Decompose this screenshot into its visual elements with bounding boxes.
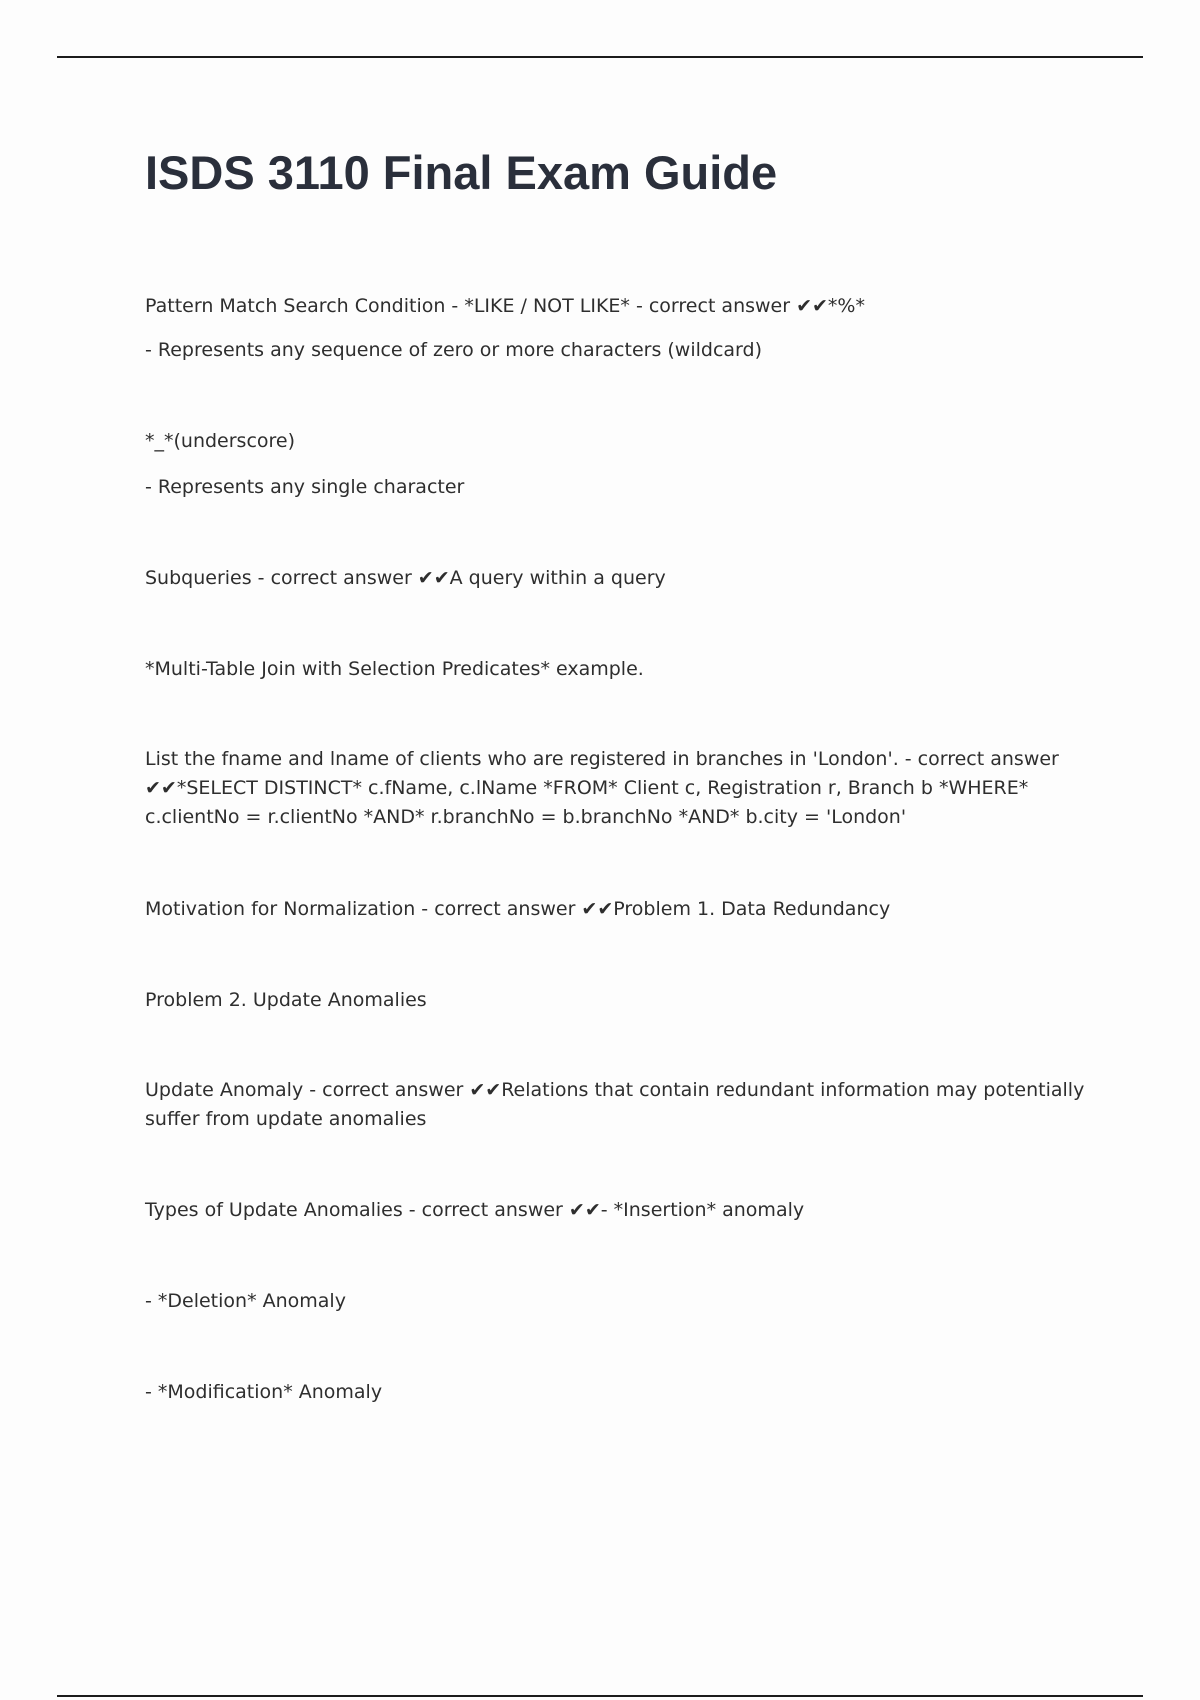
paragraph-underscore: *_*(underscore) [145,430,296,452]
paragraph-modification-anomaly: - *Modification* Anomaly [145,1381,383,1403]
paragraph-wildcard-percent: - Represents any sequence of zero or more characters (wildcard) [145,339,762,361]
paragraph-like-condition: Pattern Match Search Condition - *LIKE / NOT LIKE* - correct answer ✔✔*%* [145,295,865,317]
footer-rule [57,1695,1143,1697]
paragraph-multi-table-join: *Multi-Table Join with Selection Predicates* example. [145,658,644,680]
paragraph-update-anomalies: Problem 2. Update Anomalies [145,989,427,1011]
paragraph-subqueries: Subqueries - correct answer ✔✔A query within a query [145,567,666,589]
paragraph-normalization: Motivation for Normalization - correct answer ✔✔Problem 1. Data Redundancy [145,898,891,920]
header-rule [57,56,1143,58]
page-title: ISDS 3110 Final Exam Guide [145,146,778,199]
paragraph-deletion-anomaly: - *Deletion* Anomaly [145,1290,346,1312]
paragraph-update-anomaly: Update Anomaly - correct answer ✔✔Relations that contain redundant information may potentially suffer from update anomalies [145,1079,1085,1130]
paragraph-single-character: - Represents any single character [145,476,465,498]
paragraph-types-of-anomalies: Types of Update Anomalies - correct answer ✔✔- *Insertion* anomaly [145,1199,805,1221]
paragraph-london-query: List the fname and lname of clients who are registered in branches in 'London'. - correct answer ✔✔*SELECT DISTINCT* c.fName, c.lName *FROM* Client c, Registration r, Branch b *WHERE* c.clientNo = r.clientNo *AND* r.branchNo = b.branchNo *AND* b.city = 'London' [145,748,1059,828]
